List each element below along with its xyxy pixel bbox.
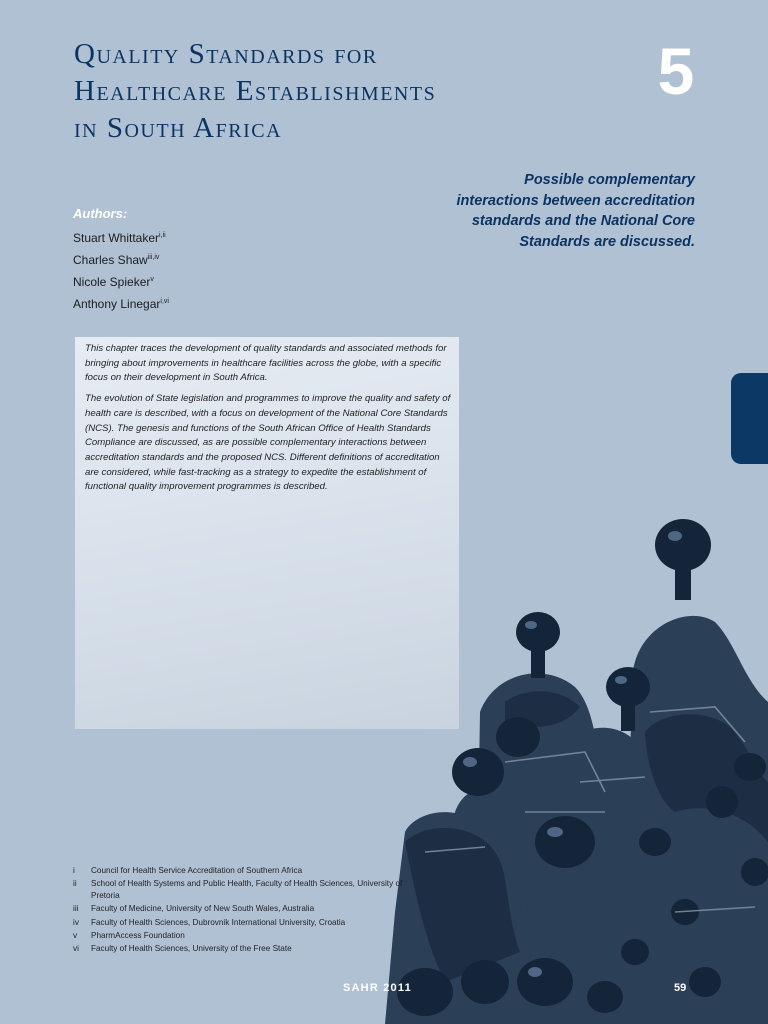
footnote-text: School of Health Systems and Public Health, Faculty of Health Sciences, University of Pretoria [91, 879, 403, 901]
footnote-text: Faculty of Health Sciences, University of the Free State [91, 944, 292, 954]
title-line-3: in South Africa [74, 112, 283, 144]
beaded-dolls-photo [385, 512, 768, 1024]
author-item [73, 292, 169, 314]
footnote [73, 943, 403, 955]
authors-list [73, 226, 169, 314]
authors-heading: Authors: [73, 206, 128, 221]
footnote-mark: vi [73, 944, 79, 954]
footnotes [73, 865, 403, 957]
title-line-2: Healthcare Establishments [74, 75, 437, 107]
chapter-title [74, 36, 436, 147]
footnote [73, 865, 403, 877]
chapter-side-tab [731, 373, 768, 464]
author-name: Charles Shaw [73, 253, 148, 267]
abstract-paragraph-2: The evolution of State legislation and programmes to improve the quality and safety of health care is described, with a focus on development of the National Core Standards (NCS). The genesis and functions of the South African Office of Health Standards Compliance are discussed, as are possible complementary interactions between accreditation standards and the proposed NCS. Different definitions of accreditation are considered, while fast-tracking as a strategy to expedite the establishment of functional quality improvement programmes is described. [85, 393, 451, 493]
footer-publication-label: SAHR 2011 [343, 982, 412, 994]
abstract-paragraph-1: This chapter traces the development of quality standards and associated methods for bringing about improvements in healthcare facilities across the globe, with a specific focus on their development in South Africa. [85, 343, 447, 384]
abstract-text [85, 342, 451, 501]
chapter-number: 5 [657, 34, 695, 108]
author-item [73, 270, 169, 292]
page-number: 59 [674, 982, 687, 994]
title-line-1: Quality Standards for [74, 38, 378, 70]
author-item [73, 226, 169, 248]
footnote-mark: ii [73, 879, 77, 889]
author-affiliation-marks: iii,iv [147, 254, 160, 261]
footnote-mark: iv [73, 917, 79, 927]
chapter-teaser: Possible complementary interactions between accreditation standards and the National Core Standards are discussed. [456, 172, 695, 250]
author-affiliation-marks: i,ii [159, 232, 166, 239]
author-name: Stuart Whittaker [73, 231, 160, 245]
author-affiliation-marks: v [150, 276, 154, 283]
footnote-mark: i [73, 866, 75, 875]
footnote-mark: iii [73, 904, 79, 914]
footnote-text: Council for Health Service Accreditation of Southern Africa [91, 866, 303, 875]
footnote [73, 917, 403, 929]
author-name: Anthony Linegar [73, 297, 161, 311]
footnote [73, 930, 403, 942]
footnote [73, 903, 403, 915]
author-item [73, 248, 169, 270]
footnote-text: PharmAccess Foundation [91, 930, 185, 940]
author-name: Nicole Spieker [73, 275, 151, 289]
footnote-text: Faculty of Medicine, University of New South Wales, Australia [91, 904, 315, 914]
author-affiliation-marks: i,vi [160, 298, 169, 305]
footnote [73, 878, 403, 902]
footnote-text: Faculty of Health Sciences, Dubrovnik International University, Croatia [91, 917, 346, 927]
footnote-mark: v [73, 930, 78, 940]
